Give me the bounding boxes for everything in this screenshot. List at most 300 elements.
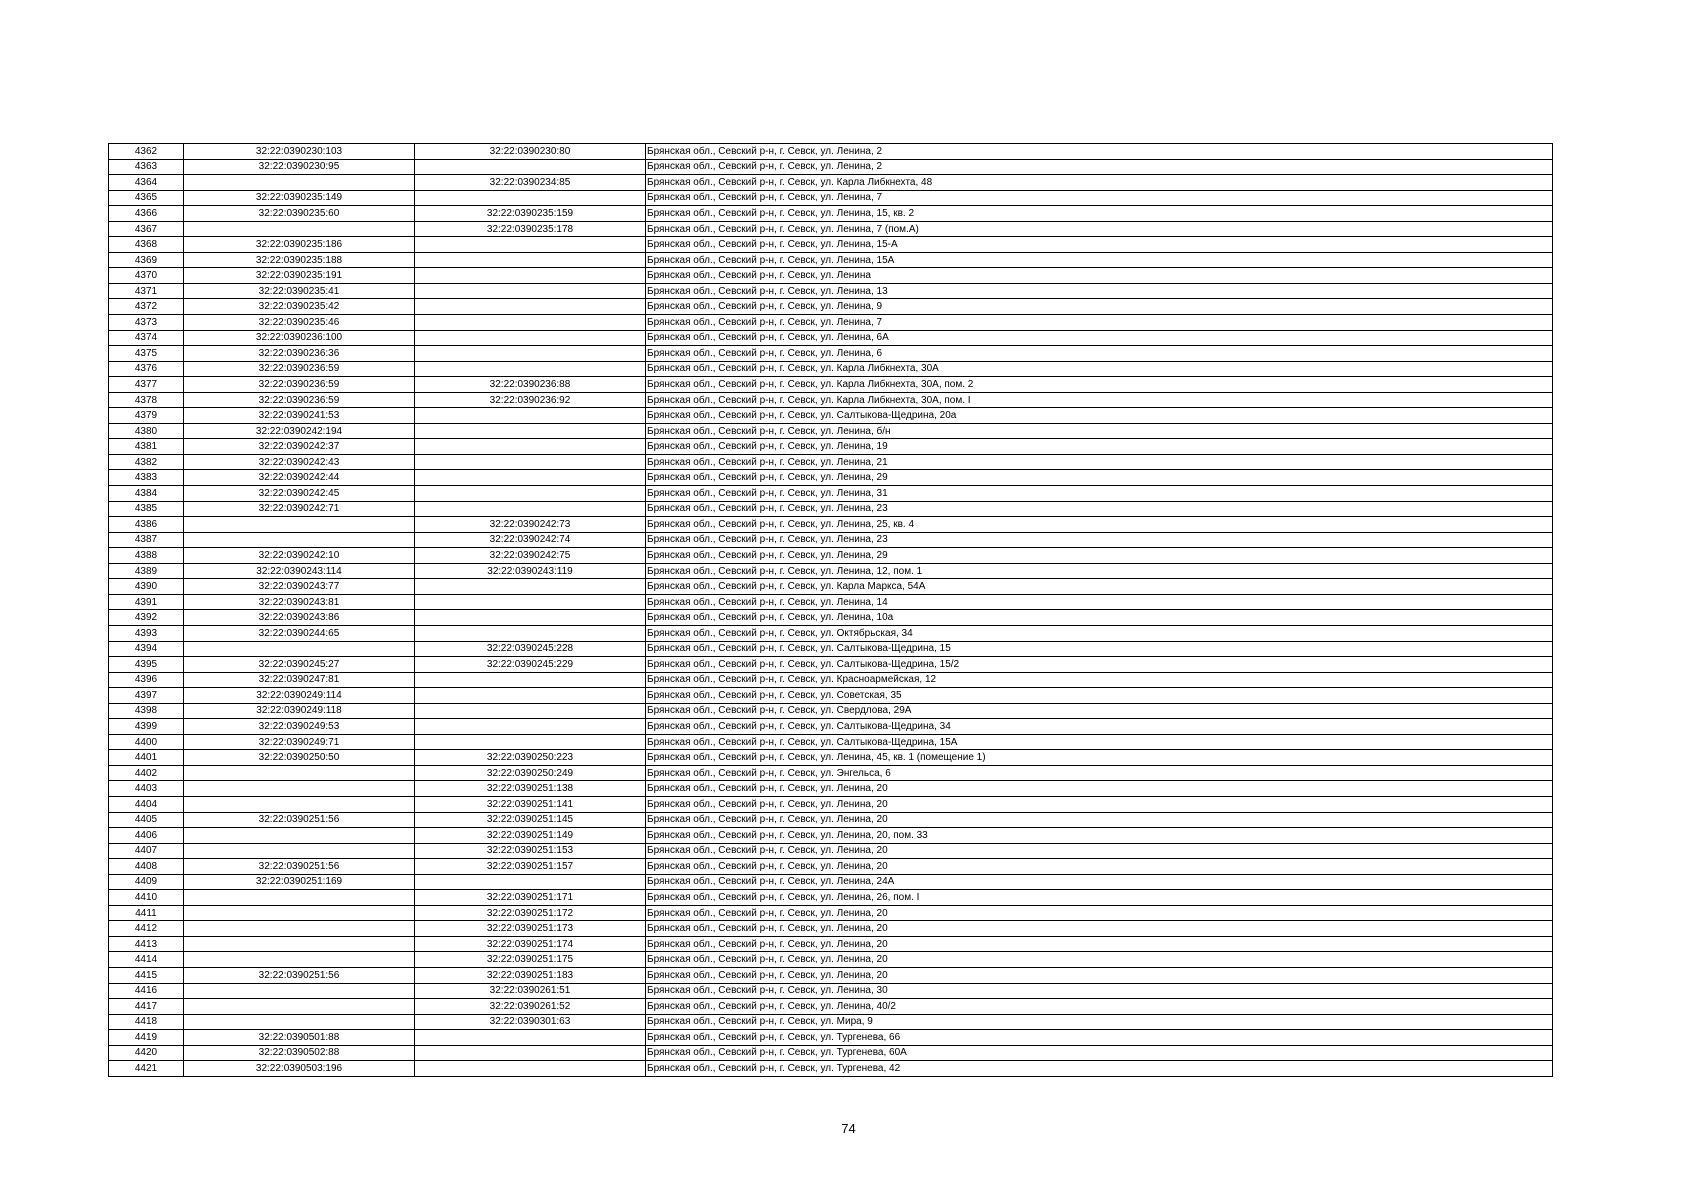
row-number-cell: 4383: [109, 470, 184, 486]
cadastral-number-cell: 32:22:0390236:36: [184, 346, 415, 362]
parent-cadastral-number-cell: 32:22:0390250:223: [415, 750, 646, 766]
table-row: [109, 921, 1553, 937]
table-row: [109, 734, 1553, 750]
parent-cadastral-number-cell: [415, 1030, 646, 1046]
parent-cadastral-number-cell: [415, 268, 646, 284]
cadastral-number-cell: 32:22:0390249:118: [184, 703, 415, 719]
address-cell: Брянская обл., Севский р-н, г. Севск, ул. Ленина, 20: [646, 936, 1553, 952]
address-cell: Брянская обл., Севский р-н, г. Севск, ул. Тургенева, 42: [646, 1061, 1553, 1077]
address-cell: Брянская обл., Севский р-н, г. Севск, ул. Карла Либкнехта, 30А, пом. I: [646, 392, 1553, 408]
address-cell: Брянская обл., Севский р-н, г. Севск, ул. Ленина, 20: [646, 859, 1553, 875]
table-row: [109, 221, 1553, 237]
parent-cadastral-number-cell: 32:22:0390250:249: [415, 765, 646, 781]
address-cell: Брянская обл., Севский р-н, г. Севск, ул. Ленина: [646, 268, 1553, 284]
address-cell: Брянская обл., Севский р-н, г. Севск, ул. Ленина, 10а: [646, 610, 1553, 626]
row-number-cell: 4412: [109, 921, 184, 937]
table-row: [109, 470, 1553, 486]
row-number-cell: 4393: [109, 625, 184, 641]
address-cell: Брянская обл., Севский р-н, г. Севск, ул. Мира, 9: [646, 1014, 1553, 1030]
table-row: [109, 781, 1553, 797]
cadastral-number-cell: [184, 641, 415, 657]
cadastral-number-cell: [184, 890, 415, 906]
parent-cadastral-number-cell: 32:22:0390243:119: [415, 563, 646, 579]
address-cell: Брянская обл., Севский р-н, г. Севск, ул. Свердлова, 29А: [646, 703, 1553, 719]
cadastral-number-cell: [184, 532, 415, 548]
address-cell: Брянская обл., Севский р-н, г. Севск, ул. Салтыкова-Щедрина, 20а: [646, 408, 1553, 424]
address-cell: Брянская обл., Севский р-н, г. Севск, ул. Карла Маркса, 54А: [646, 579, 1553, 595]
table-row: [109, 1030, 1553, 1046]
row-number-cell: 4402: [109, 765, 184, 781]
row-number-cell: 4415: [109, 967, 184, 983]
row-number-cell: 4370: [109, 268, 184, 284]
table-row: [109, 999, 1553, 1015]
table-row: [109, 517, 1553, 533]
parent-cadastral-number-cell: [415, 159, 646, 175]
table-row: [109, 299, 1553, 315]
address-cell: Брянская обл., Севский р-н, г. Севск, ул. Ленина, 2: [646, 144, 1553, 160]
row-number-cell: 4369: [109, 252, 184, 268]
address-cell: Брянская обл., Севский р-н, г. Севск, ул. Ленина, 15А: [646, 252, 1553, 268]
cadastral-number-cell: [184, 1014, 415, 1030]
row-number-cell: 4409: [109, 874, 184, 890]
row-number-cell: 4416: [109, 983, 184, 999]
address-cell: Брянская обл., Севский р-н, г. Севск, ул. Ленина, 13: [646, 283, 1553, 299]
row-number-cell: 4385: [109, 501, 184, 517]
table-row: [109, 983, 1553, 999]
table-row: [109, 874, 1553, 890]
cadastral-number-cell: 32:22:0390242:45: [184, 486, 415, 502]
cadastral-number-cell: 32:22:0390242:43: [184, 454, 415, 470]
row-number-cell: 4386: [109, 517, 184, 533]
parent-cadastral-number-cell: [415, 719, 646, 735]
table-row: [109, 625, 1553, 641]
cadastral-number-cell: [184, 796, 415, 812]
address-cell: Брянская обл., Севский р-н, г. Севск, ул. Ленина, 14: [646, 594, 1553, 610]
address-cell: Брянская обл., Севский р-н, г. Севск, ул. Ленина, 7 (пом.А): [646, 221, 1553, 237]
address-cell: Брянская обл., Севский р-н, г. Севск, ул. Ленина, 45, кв. 1 (помещение 1): [646, 750, 1553, 766]
parent-cadastral-number-cell: [415, 439, 646, 455]
parent-cadastral-number-cell: [415, 734, 646, 750]
row-number-cell: 4380: [109, 423, 184, 439]
address-cell: Брянская обл., Севский р-н, г. Севск, ул. Ленина, 6: [646, 346, 1553, 362]
row-number-cell: 4408: [109, 859, 184, 875]
address-cell: Брянская обл., Севский р-н, г. Севск, ул. Карла Либкнехта, 30А, пом. 2: [646, 377, 1553, 393]
cadastral-number-cell: 32:22:0390243:86: [184, 610, 415, 626]
row-number-cell: 4413: [109, 936, 184, 952]
row-number-cell: 4376: [109, 361, 184, 377]
row-number-cell: 4405: [109, 812, 184, 828]
parent-cadastral-number-cell: [415, 1045, 646, 1061]
table-row: [109, 796, 1553, 812]
row-number-cell: 4399: [109, 719, 184, 735]
address-cell: Брянская обл., Севский р-н, г. Севск, ул. Ленина, 23: [646, 532, 1553, 548]
address-cell: Брянская обл., Севский р-н, г. Севск, ул. Ленина, 2: [646, 159, 1553, 175]
cadastral-number-cell: 32:22:0390249:71: [184, 734, 415, 750]
row-number-cell: 4377: [109, 377, 184, 393]
address-cell: Брянская обл., Севский р-н, г. Севск, ул. Ленина, 7: [646, 315, 1553, 331]
parent-cadastral-number-cell: 32:22:0390251:173: [415, 921, 646, 937]
address-cell: Брянская обл., Севский р-н, г. Севск, ул. Ленина, 21: [646, 454, 1553, 470]
cadastral-number-cell: 32:22:0390235:191: [184, 268, 415, 284]
parent-cadastral-number-cell: [415, 486, 646, 502]
cadastral-number-cell: 32:22:0390503:196: [184, 1061, 415, 1077]
parent-cadastral-number-cell: [415, 190, 646, 206]
cadastral-number-cell: 32:22:0390235:46: [184, 315, 415, 331]
parent-cadastral-number-cell: 32:22:0390251:149: [415, 828, 646, 844]
row-number-cell: 4392: [109, 610, 184, 626]
address-cell: Брянская обл., Севский р-н, г. Севск, ул. Ленина, 15-А: [646, 237, 1553, 253]
address-cell: Брянская обл., Севский р-н, г. Севск, ул. Ленина, 20: [646, 843, 1553, 859]
row-number-cell: 4397: [109, 688, 184, 704]
table-row: [109, 408, 1553, 424]
table-row: [109, 1061, 1553, 1077]
address-cell: Брянская обл., Севский р-н, г. Севск, ул. Салтыкова-Щедрина, 34: [646, 719, 1553, 735]
table-row: [109, 657, 1553, 673]
address-cell: Брянская обл., Севский р-н, г. Севск, ул. Салтыкова-Щедрина, 15А: [646, 734, 1553, 750]
cadastral-number-cell: 32:22:0390235:42: [184, 299, 415, 315]
address-cell: Брянская обл., Севский р-н, г. Севск, ул. Ленина, 25, кв. 4: [646, 517, 1553, 533]
cadastral-number-cell: 32:22:0390245:27: [184, 657, 415, 673]
cadastral-number-cell: 32:22:0390251:169: [184, 874, 415, 890]
table-row: [109, 346, 1553, 362]
table-row: [109, 252, 1553, 268]
address-cell: Брянская обл., Севский р-н, г. Севск, ул. Ленина, 29: [646, 470, 1553, 486]
address-cell: Брянская обл., Севский р-н, г. Севск, ул. Ленина, 20: [646, 905, 1553, 921]
row-number-cell: 4407: [109, 843, 184, 859]
table-row: [109, 175, 1553, 191]
table-row: [109, 594, 1553, 610]
address-cell: Брянская обл., Севский р-н, г. Севск, ул. Ленина, 20: [646, 781, 1553, 797]
row-number-cell: 4418: [109, 1014, 184, 1030]
parent-cadastral-number-cell: 32:22:0390251:172: [415, 905, 646, 921]
row-number-cell: 4373: [109, 315, 184, 331]
address-cell: Брянская обл., Севский р-н, г. Севск, ул. Ленина, 31: [646, 486, 1553, 502]
row-number-cell: 4411: [109, 905, 184, 921]
row-number-cell: 4419: [109, 1030, 184, 1046]
address-cell: Брянская обл., Севский р-н, г. Севск, ул. Ленина, 29: [646, 548, 1553, 564]
table-row: [109, 392, 1553, 408]
address-cell: Брянская обл., Севский р-н, г. Севск, ул. Ленина, 20: [646, 952, 1553, 968]
address-cell: Брянская обл., Севский р-н, г. Севск, ул. Ленина, 26, пом. I: [646, 890, 1553, 906]
cadastral-number-cell: 32:22:0390244:65: [184, 625, 415, 641]
cadastral-number-cell: 32:22:0390249:114: [184, 688, 415, 704]
address-cell: Брянская обл., Севский р-н, г. Севск, ул. Красноармейская, 12: [646, 672, 1553, 688]
cadastral-number-cell: 32:22:0390241:53: [184, 408, 415, 424]
address-cell: Брянская обл., Севский р-н, г. Севск, ул. Ленина, 20: [646, 796, 1553, 812]
cadastral-number-cell: 32:22:0390242:71: [184, 501, 415, 517]
table-row: [109, 672, 1553, 688]
address-cell: Брянская обл., Севский р-н, г. Севск, ул. Ленина, 20: [646, 812, 1553, 828]
table-row: [109, 843, 1553, 859]
cadastral-number-cell: 32:22:0390236:100: [184, 330, 415, 346]
parent-cadastral-number-cell: [415, 672, 646, 688]
parent-cadastral-number-cell: 32:22:0390251:157: [415, 859, 646, 875]
parent-cadastral-number-cell: 32:22:0390251:153: [415, 843, 646, 859]
parent-cadastral-number-cell: [415, 594, 646, 610]
cadastral-number-cell: 32:22:0390243:81: [184, 594, 415, 610]
cadastral-number-cell: 32:22:0390242:10: [184, 548, 415, 564]
table-row: [109, 159, 1553, 175]
cadastral-number-cell: 32:22:0390249:53: [184, 719, 415, 735]
parent-cadastral-number-cell: 32:22:0390235:178: [415, 221, 646, 237]
registry-table-body: [109, 144, 1553, 1077]
row-number-cell: 4378: [109, 392, 184, 408]
cadastral-number-cell: 32:22:0390230:95: [184, 159, 415, 175]
table-row: [109, 610, 1553, 626]
parent-cadastral-number-cell: 32:22:0390245:228: [415, 641, 646, 657]
table-row: [109, 952, 1553, 968]
parent-cadastral-number-cell: [415, 625, 646, 641]
row-number-cell: 4417: [109, 999, 184, 1015]
parent-cadastral-number-cell: [415, 408, 646, 424]
parent-cadastral-number-cell: [415, 874, 646, 890]
table-row: [109, 1014, 1553, 1030]
parent-cadastral-number-cell: [415, 423, 646, 439]
cadastral-number-cell: [184, 517, 415, 533]
parent-cadastral-number-cell: 32:22:0390242:74: [415, 532, 646, 548]
address-cell: Брянская обл., Севский р-н, г. Севск, ул. Карла Либкнехта, 30А: [646, 361, 1553, 377]
cadastral-number-cell: 32:22:0390251:56: [184, 859, 415, 875]
row-number-cell: 4401: [109, 750, 184, 766]
parent-cadastral-number-cell: 32:22:0390261:51: [415, 983, 646, 999]
parent-cadastral-number-cell: [415, 1061, 646, 1077]
address-cell: Брянская обл., Севский р-н, г. Севск, ул. Энгельса, 6: [646, 765, 1553, 781]
address-cell: Брянская обл., Севский р-н, г. Севск, ул. Ленина, б/н: [646, 423, 1553, 439]
parent-cadastral-number-cell: [415, 299, 646, 315]
parent-cadastral-number-cell: 32:22:0390236:88: [415, 377, 646, 393]
parent-cadastral-number-cell: 32:22:0390251:138: [415, 781, 646, 797]
row-number-cell: 4363: [109, 159, 184, 175]
cadastral-number-cell: [184, 921, 415, 937]
parent-cadastral-number-cell: [415, 283, 646, 299]
parent-cadastral-number-cell: 32:22:0390236:92: [415, 392, 646, 408]
row-number-cell: 4368: [109, 237, 184, 253]
parent-cadastral-number-cell: [415, 454, 646, 470]
parent-cadastral-number-cell: [415, 579, 646, 595]
row-number-cell: 4398: [109, 703, 184, 719]
address-cell: Брянская обл., Севский р-н, г. Севск, ул. Ленина, 23: [646, 501, 1553, 517]
cadastral-number-cell: 32:22:0390243:77: [184, 579, 415, 595]
parent-cadastral-number-cell: 32:22:0390242:75: [415, 548, 646, 564]
table-row: [109, 812, 1553, 828]
cadastral-number-cell: 32:22:0390251:56: [184, 812, 415, 828]
parent-cadastral-number-cell: [415, 361, 646, 377]
parent-cadastral-number-cell: [415, 470, 646, 486]
row-number-cell: 4410: [109, 890, 184, 906]
cadastral-number-cell: 32:22:0390235:149: [184, 190, 415, 206]
parent-cadastral-number-cell: 32:22:0390245:229: [415, 657, 646, 673]
row-number-cell: 4414: [109, 952, 184, 968]
row-number-cell: 4362: [109, 144, 184, 160]
row-number-cell: 4364: [109, 175, 184, 191]
parent-cadastral-number-cell: [415, 610, 646, 626]
cadastral-number-cell: [184, 828, 415, 844]
table-row: [109, 688, 1553, 704]
table-row: [109, 486, 1553, 502]
table-row: [109, 268, 1553, 284]
table-row: [109, 144, 1553, 160]
row-number-cell: 4374: [109, 330, 184, 346]
parent-cadastral-number-cell: 32:22:0390261:52: [415, 999, 646, 1015]
parent-cadastral-number-cell: 32:22:0390251:145: [415, 812, 646, 828]
parent-cadastral-number-cell: 32:22:0390242:73: [415, 517, 646, 533]
parent-cadastral-number-cell: [415, 237, 646, 253]
table-row: [109, 641, 1553, 657]
address-cell: Брянская обл., Севский р-н, г. Севск, ул. Карла Либкнехта, 48: [646, 175, 1553, 191]
cadastral-number-cell: [184, 983, 415, 999]
table-row: [109, 563, 1553, 579]
cadastral-number-cell: [184, 843, 415, 859]
row-number-cell: 4404: [109, 796, 184, 812]
parent-cadastral-number-cell: 32:22:0390301:63: [415, 1014, 646, 1030]
row-number-cell: 4375: [109, 346, 184, 362]
address-cell: Брянская обл., Севский р-н, г. Севск, ул. Ленина, 15, кв. 2: [646, 206, 1553, 222]
row-number-cell: 4394: [109, 641, 184, 657]
address-cell: Брянская обл., Севский р-н, г. Севск, ул. Ленина, 30: [646, 983, 1553, 999]
table-row: [109, 501, 1553, 517]
cadastral-number-cell: [184, 781, 415, 797]
cadastral-number-cell: 32:22:0390230:103: [184, 144, 415, 160]
cadastral-number-cell: 32:22:0390236:59: [184, 377, 415, 393]
table-row: [109, 190, 1553, 206]
row-number-cell: 4384: [109, 486, 184, 502]
parent-cadastral-number-cell: 32:22:0390234:85: [415, 175, 646, 191]
row-number-cell: 4395: [109, 657, 184, 673]
address-cell: Брянская обл., Севский р-н, г. Севск, ул. Ленина, 24А: [646, 874, 1553, 890]
row-number-cell: 4367: [109, 221, 184, 237]
address-cell: Брянская обл., Севский р-н, г. Севск, ул. Советская, 35: [646, 688, 1553, 704]
cadastral-number-cell: [184, 952, 415, 968]
table-row: [109, 439, 1553, 455]
table-row: [109, 283, 1553, 299]
parent-cadastral-number-cell: [415, 346, 646, 362]
cadastral-number-cell: [184, 175, 415, 191]
table-row: [109, 548, 1553, 564]
cadastral-number-cell: 32:22:0390242:37: [184, 439, 415, 455]
cadastral-number-cell: 32:22:0390242:194: [184, 423, 415, 439]
cadastral-number-cell: 32:22:0390251:56: [184, 967, 415, 983]
address-cell: Брянская обл., Севский р-н, г. Севск, ул. Ленина, 20: [646, 967, 1553, 983]
row-number-cell: 4388: [109, 548, 184, 564]
cadastral-number-cell: 32:22:0390235:188: [184, 252, 415, 268]
table-row: [109, 967, 1553, 983]
parent-cadastral-number-cell: 32:22:0390230:80: [415, 144, 646, 160]
cadastral-number-cell: 32:22:0390501:88: [184, 1030, 415, 1046]
table-row: [109, 454, 1553, 470]
parent-cadastral-number-cell: [415, 330, 646, 346]
address-cell: Брянская обл., Севский р-н, г. Севск, ул. Ленина, 19: [646, 439, 1553, 455]
cadastral-number-cell: 32:22:0390250:50: [184, 750, 415, 766]
address-cell: Брянская обл., Севский р-н, г. Севск, ул. Ленина, 40/2: [646, 999, 1553, 1015]
table-row: [109, 859, 1553, 875]
cadastral-number-cell: [184, 936, 415, 952]
address-cell: Брянская обл., Севский р-н, г. Севск, ул. Салтыкова-Щедрина, 15/2: [646, 657, 1553, 673]
cadastral-number-cell: 32:22:0390236:59: [184, 392, 415, 408]
table-row: [109, 579, 1553, 595]
cadastral-number-cell: 32:22:0390247:81: [184, 672, 415, 688]
address-cell: Брянская обл., Севский р-н, г. Севск, ул. Октябрьская, 34: [646, 625, 1553, 641]
parent-cadastral-number-cell: [415, 688, 646, 704]
parent-cadastral-number-cell: 32:22:0390235:159: [415, 206, 646, 222]
table-row: [109, 719, 1553, 735]
cadastral-number-cell: 32:22:0390502:88: [184, 1045, 415, 1061]
address-cell: Брянская обл., Севский р-н, г. Севск, ул. Ленина, 20, пом. 33: [646, 828, 1553, 844]
address-cell: Брянская обл., Севский р-н, г. Севск, ул. Ленина, 7: [646, 190, 1553, 206]
cadastral-number-cell: 32:22:0390235:186: [184, 237, 415, 253]
row-number-cell: 4390: [109, 579, 184, 595]
cadastral-number-cell: 32:22:0390235:60: [184, 206, 415, 222]
row-number-cell: 4420: [109, 1045, 184, 1061]
table-row: [109, 206, 1553, 222]
table-row: [109, 905, 1553, 921]
cadastral-number-cell: [184, 221, 415, 237]
address-cell: Брянская обл., Севский р-н, г. Севск, ул. Ленина, 6А: [646, 330, 1553, 346]
row-number-cell: 4400: [109, 734, 184, 750]
table-row: [109, 1045, 1553, 1061]
cadastral-number-cell: 32:22:0390242:44: [184, 470, 415, 486]
parent-cadastral-number-cell: 32:22:0390251:141: [415, 796, 646, 812]
table-row: [109, 765, 1553, 781]
parent-cadastral-number-cell: [415, 501, 646, 517]
row-number-cell: 4371: [109, 283, 184, 299]
table-row: [109, 377, 1553, 393]
page-number: 74: [841, 1121, 856, 1136]
parent-cadastral-number-cell: [415, 315, 646, 331]
table-row: [109, 890, 1553, 906]
registry-table: [108, 143, 1553, 1077]
row-number-cell: 4366: [109, 206, 184, 222]
address-cell: Брянская обл., Севский р-н, г. Севск, ул. Тургенева, 66: [646, 1030, 1553, 1046]
table-row: [109, 936, 1553, 952]
cadastral-number-cell: [184, 905, 415, 921]
row-number-cell: 4382: [109, 454, 184, 470]
table-row: [109, 703, 1553, 719]
row-number-cell: 4387: [109, 532, 184, 548]
row-number-cell: 4372: [109, 299, 184, 315]
cadastral-number-cell: 32:22:0390243:114: [184, 563, 415, 579]
table-row: [109, 361, 1553, 377]
parent-cadastral-number-cell: 32:22:0390251:171: [415, 890, 646, 906]
address-cell: Брянская обл., Севский р-н, г. Севск, ул. Тургенева, 60А: [646, 1045, 1553, 1061]
row-number-cell: 4379: [109, 408, 184, 424]
address-cell: Брянская обл., Севский р-н, г. Севск, ул. Салтыкова-Щедрина, 15: [646, 641, 1553, 657]
address-cell: Брянская обл., Севский р-н, г. Севск, ул. Ленина, 12, пом. 1: [646, 563, 1553, 579]
parent-cadastral-number-cell: [415, 703, 646, 719]
table-row: [109, 330, 1553, 346]
parent-cadastral-number-cell: 32:22:0390251:183: [415, 967, 646, 983]
cadastral-number-cell: [184, 999, 415, 1015]
address-cell: Брянская обл., Севский р-н, г. Севск, ул. Ленина, 20: [646, 921, 1553, 937]
parent-cadastral-number-cell: 32:22:0390251:174: [415, 936, 646, 952]
table-row: [109, 532, 1553, 548]
row-number-cell: 4406: [109, 828, 184, 844]
table-row: [109, 237, 1553, 253]
row-number-cell: 4389: [109, 563, 184, 579]
row-number-cell: 4365: [109, 190, 184, 206]
table-row: [109, 750, 1553, 766]
table-row: [109, 828, 1553, 844]
row-number-cell: 4381: [109, 439, 184, 455]
table-row: [109, 423, 1553, 439]
cadastral-number-cell: [184, 765, 415, 781]
row-number-cell: 4421: [109, 1061, 184, 1077]
row-number-cell: 4396: [109, 672, 184, 688]
parent-cadastral-number-cell: 32:22:0390251:175: [415, 952, 646, 968]
cadastral-number-cell: 32:22:0390235:41: [184, 283, 415, 299]
cadastral-number-cell: 32:22:0390236:59: [184, 361, 415, 377]
parent-cadastral-number-cell: [415, 252, 646, 268]
row-number-cell: 4403: [109, 781, 184, 797]
